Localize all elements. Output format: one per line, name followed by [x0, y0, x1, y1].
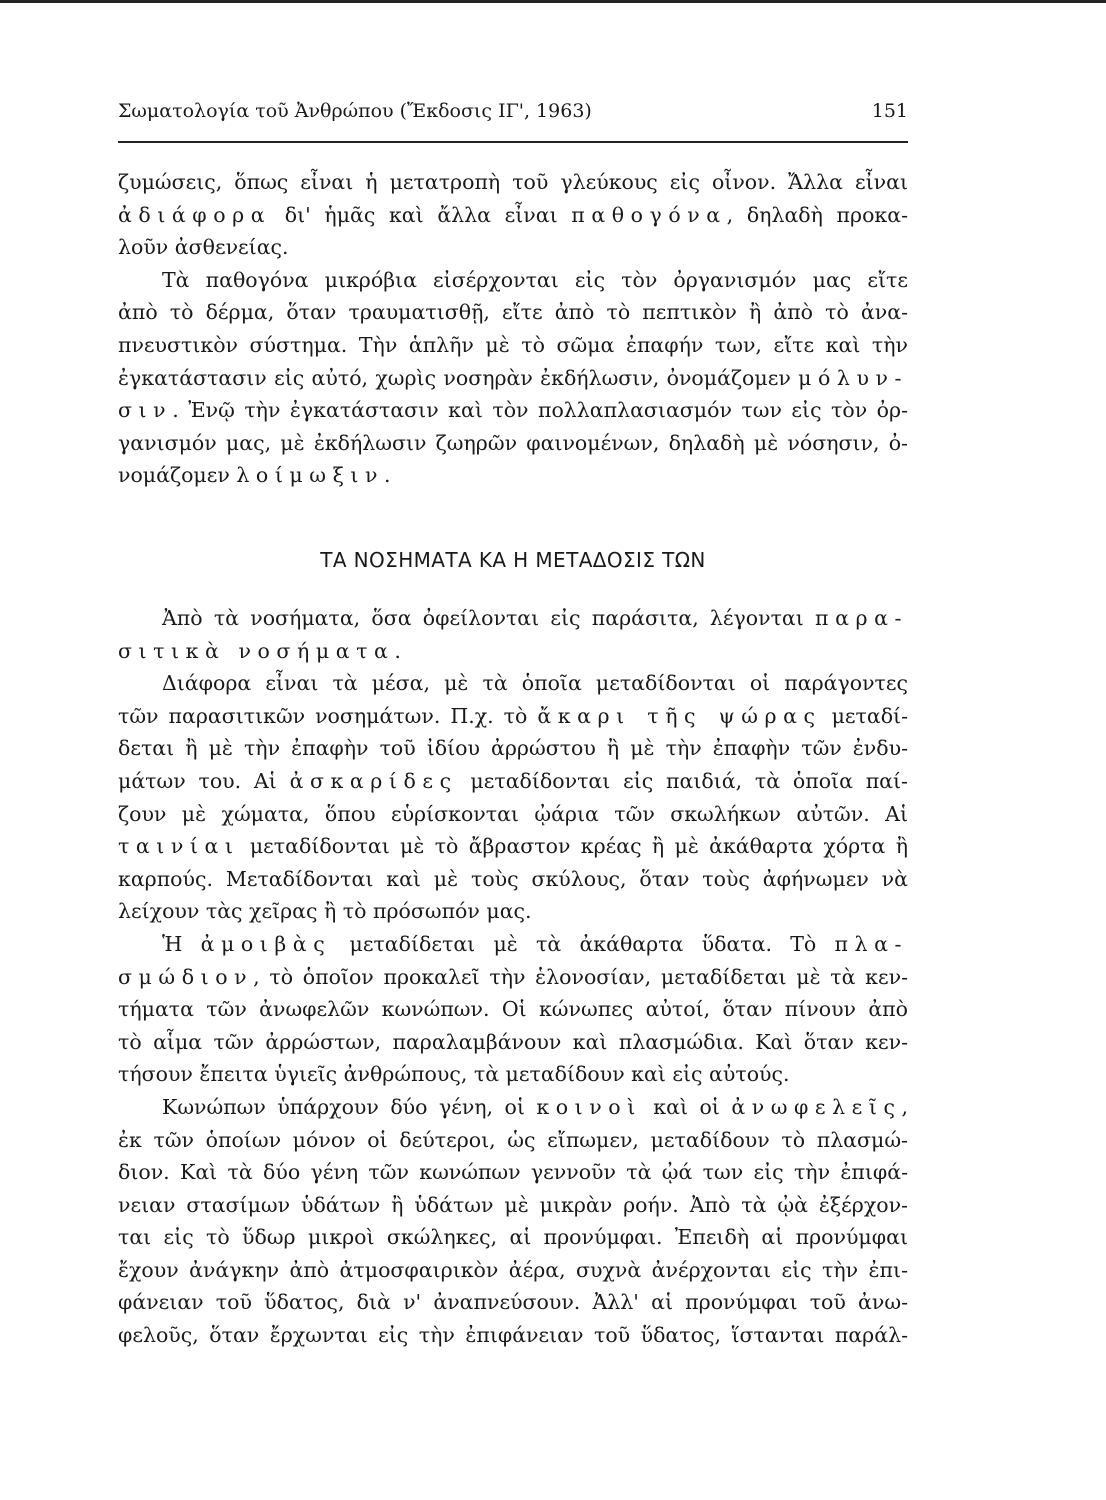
- text-run: ,: [901, 1094, 909, 1119]
- text-run: δι' ἡμᾶς καὶ ἄλλα εἶναι: [271, 202, 572, 227]
- text-line: [118, 961, 908, 994]
- spaced-term: σιτικὰ νοσήματα: [118, 638, 395, 663]
- text-run: γανισμόν μας, μὲ ἐκδήλωσιν ζωηρῶν φαινομένων, δηλαδὴ μὲ νόσησιν, ὀ-: [118, 430, 908, 455]
- spaced-term: παρα-: [815, 606, 908, 630]
- text-line: [118, 362, 908, 395]
- text-run: Ἡ: [162, 931, 201, 956]
- spaced-term: λοίμωξιν: [236, 463, 385, 488]
- section-heading: ΤΑ ΝΟΣΗΜΑΤΑ ΚΑ Η ΜΕΤΑΔΟΣΙΣ ΤΩΝ: [320, 548, 706, 572]
- text-line: [118, 264, 908, 297]
- text-run: Κωνώπων ὑπάρχουν δύο γένη, οἱ: [162, 1094, 537, 1119]
- text-run: ἀπὸ τὸ δέρμα, ὅταν τραυματισθῇ, εἴτε ἀπὸ τὸ πεπτικὸν ἢ ἀπὸ τὸ ἀνα-: [118, 300, 908, 325]
- spaced-term: ἀνωφελεῖς: [731, 1094, 902, 1119]
- spaced-term: ἄκαρι τῆς ψώρας: [537, 703, 822, 728]
- text-run: μεταδίδεται μὲ τὰ ἀκάθαρτα ὕδατα. Τὸ: [331, 931, 835, 956]
- text-line: [118, 732, 908, 765]
- text-line: [118, 830, 908, 863]
- text-line: [118, 863, 908, 896]
- text-line: [118, 459, 908, 492]
- paragraphs-parasitic-diseases: [118, 602, 908, 1352]
- paragraphs-microbes: [118, 166, 908, 492]
- running-header: [118, 100, 908, 122]
- spaced-term: πλα-: [834, 931, 908, 956]
- text-line: [118, 427, 908, 460]
- text-run: τήσουν ἔπειτα ὑγιεῖς ἀνθρώπους, τὰ μεταδίδουν καὶ εἰς αὐτούς.: [118, 1062, 790, 1087]
- text-run: ται εἰς τὸ ὕδωρ μικροὶ σκώληκες, αἱ προνύμφαι. Ἐπειδὴ αἱ προνύμφαι: [118, 1225, 908, 1250]
- text-run: διον. Καὶ τὰ δύο γένη τῶν κωνώπων γεννοῦν τὰ ᾠά των εἰς τὴν ἐπιφά-: [118, 1160, 908, 1185]
- text-run: πνευστικὸν σύστημα. Τὴν ἁπλῆν μὲ τὸ σῶμα ἐπαφήν των, εἴτε καὶ τὴν: [118, 332, 908, 357]
- text-run: , δηλαδὴ προκα-: [726, 202, 908, 227]
- text-line: [118, 1254, 908, 1287]
- text-run: ζυμώσεις, ὅπως εἶναι ἡ μετατροπὴ τοῦ γλεύκους εἰς οἶνον. Ἄλλα εἶναι: [118, 170, 908, 194]
- text-run: τήματα τῶν ἀνωφελῶν κωνώπων. Οἱ κώνωπες αὐτοί, ὅταν πίνουν ἀπὸ: [118, 997, 908, 1022]
- text-run: .: [394, 638, 401, 663]
- spaced-term: μόλυν-: [798, 365, 908, 390]
- text-run: τὸ αἷμα τῶν ἀρρώστων, παραλαμβάνουν καὶ πλασμώδια. Καὶ ὅταν κεν-: [118, 1029, 908, 1054]
- text-run: μεταδίδονται εἰς παιδιά, τὰ ὁποῖα παί-: [457, 768, 908, 793]
- text-run: , τὸ ὁποῖον προκαλεῖ τὴν ἑλονοσίαν, μεταδίδεται μὲ τὰ κεν-: [253, 964, 908, 989]
- text-run: Τὰ παθογόνα μικρόβια εἰσέρχονται εἰς τὸν ὀργανισμόν μας εἴτε: [162, 267, 908, 292]
- text-line: [118, 166, 908, 199]
- text-line: [118, 1058, 908, 1091]
- text-line: [118, 993, 908, 1026]
- text-run: Ἀπὸ τὰ νοσήματα, ὅσα ὀφείλονται εἰς παράσιτα, λέγονται: [162, 606, 816, 630]
- text-run: μεταδί-: [821, 703, 909, 728]
- text-line: [118, 1156, 908, 1189]
- spaced-term: ταινίαι: [118, 834, 240, 859]
- spaced-term: σιν: [118, 398, 173, 423]
- text-run: .: [384, 463, 391, 488]
- text-run: νομάζομεν: [118, 463, 237, 488]
- text-line: [118, 928, 908, 961]
- spaced-term: ἀδιάφορα: [118, 202, 272, 227]
- text-line: [118, 798, 908, 831]
- text-run: λοῦν ἀσθενείας.: [118, 235, 289, 260]
- text-run: . Ἐνῷ τὴν ἐγκατάστασιν καὶ τὸν πολλαπλασιασμόν των εἰς τὸν ὀρ-: [172, 398, 908, 423]
- text-run: νειαν στασίμων ὑδάτων ἢ ὑδάτων μὲ μικρὰν ροήν. Ἀπὸ τὰ ᾠὰ ἐξέρχον-: [118, 1192, 908, 1217]
- text-run: Διάφορα εἶναι τὰ μέσα, μὲ τὰ ὁποῖα μεταδίδονται οἱ παράγοντες: [162, 671, 908, 696]
- text-line: [118, 635, 908, 668]
- text-run: φελοῦς, ὅταν ἔρχωνται εἰς τὴν ἐπιφάνειαν τοῦ ὕδατος, ἵστανται παράλ-: [118, 1323, 908, 1348]
- running-title: Σωματολογία τοῦ Ἀνθρώπου (Ἔκδοσις ΙΓ', 1963): [118, 100, 592, 122]
- text-line: [118, 1124, 908, 1157]
- text-line: [118, 765, 908, 798]
- top-edge-rule: [0, 0, 1106, 3]
- text-line: [118, 1026, 908, 1059]
- text-line: [118, 602, 908, 635]
- page-number: 151: [871, 100, 908, 122]
- text-line: [118, 895, 908, 928]
- text-run: καὶ οἱ: [641, 1094, 732, 1119]
- text-run: δεται ἢ μὲ τὴν ἐπαφὴν τοῦ ἰδίου ἀρρώστου ἢ μὲ τὴν ἐπαφὴν τῶν ἐνδυ-: [118, 736, 908, 761]
- text-run: φάνειαν τοῦ ὕδατος, διὰ ν' ἀναπνεύσουν. Ἀλλ' αἱ προνύμφαι τοῦ ἀνω-: [118, 1290, 908, 1315]
- spaced-term: παθογόνα: [571, 202, 727, 227]
- text-run: ἐγκατάστασιν εἰς αὐτό, χωρὶς νοσηρὰν ἐκδήλωσιν, ὀνομάζομεν: [118, 365, 799, 390]
- text-run: ἐκ τῶν ὁποίων μόνον οἱ δεύτεροι, ὡς εἴπωμεν, μεταδίδουν τὸ πλασμώ-: [118, 1127, 908, 1152]
- text-run: ἔχουν ἀνάγκην ἀπὸ ἀτμοσφαιρικὸν ἀέρα, συχνὰ ἀνέρχονται εἰς τὴν ἐπι-: [118, 1257, 908, 1282]
- text-line: [118, 1189, 908, 1222]
- text-run: καρπούς. Μεταδίδονται καὶ μὲ τοὺς σκύλους, ὅταν τοὺς ἀφήνωμεν νὰ: [118, 866, 908, 891]
- text-line: [118, 199, 908, 232]
- text-line: [118, 329, 908, 362]
- spaced-term: κοινοὶ: [536, 1094, 642, 1119]
- text-run: μεταδίδονται μὲ τὸ ἄβραστον κρέας ἢ μὲ ἀκάθαρτα χόρτα ἢ: [239, 834, 908, 859]
- text-run: μάτων του. Αἱ: [118, 768, 290, 793]
- text-line: [118, 1221, 908, 1254]
- spaced-term: ἀσκαρίδες: [289, 768, 458, 793]
- header-rule: [118, 141, 908, 143]
- text-run: ζουν μὲ χώματα, ὅπου εὑρίσκονται ᾠάρια τῶν σκωλήκων αὐτῶν. Αἱ: [118, 801, 908, 826]
- text-line: [118, 296, 908, 329]
- text-line: [118, 1319, 908, 1352]
- text-line: [118, 231, 908, 264]
- spaced-term: σμώδιον: [118, 964, 254, 989]
- text-line: [118, 700, 908, 733]
- text-run: λείχουν τὰς χεῖρας ἢ τὸ πρόσωπόν μας.: [118, 899, 532, 924]
- text-line: [118, 394, 908, 427]
- text-line: [118, 667, 908, 700]
- text-line: [118, 1286, 908, 1319]
- text-run: τῶν παρασιτικῶν νοσημάτων. Π.χ. τὸ: [118, 703, 538, 728]
- text-line: [118, 1091, 908, 1124]
- spaced-term: ἀμοιβὰς: [200, 931, 332, 956]
